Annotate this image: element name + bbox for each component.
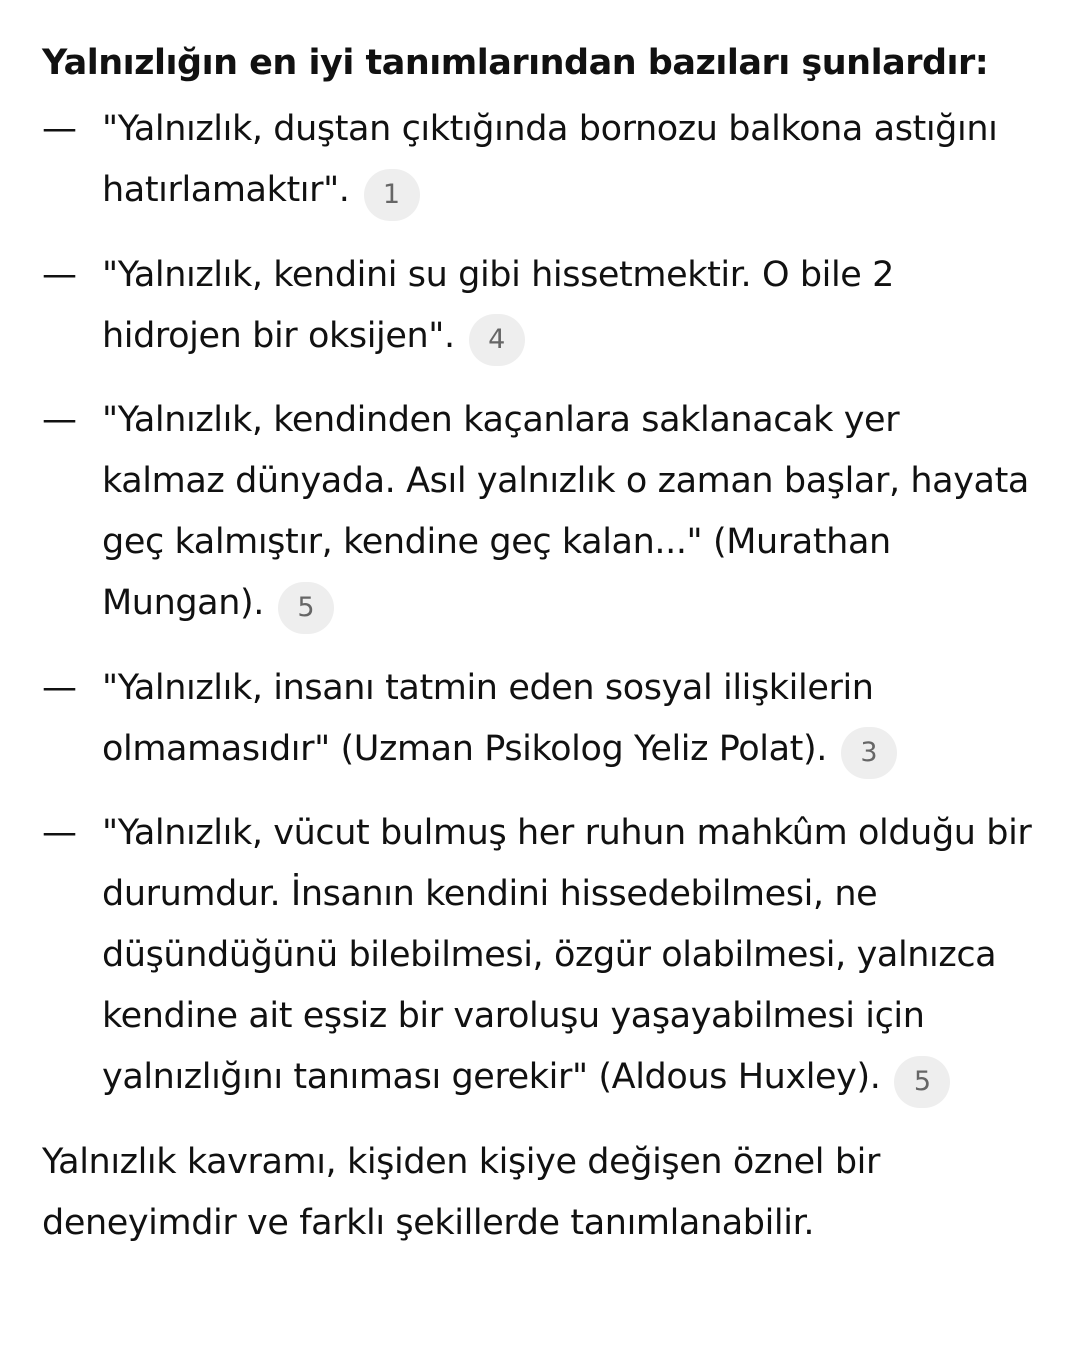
list-dash: — [42, 109, 77, 149]
source-badge[interactable]: 4 [469, 314, 525, 366]
source-badge[interactable]: 3 [841, 727, 897, 779]
list-dash: — [42, 254, 77, 295]
list-item-text: "Yalnızlık, kendinden kaçanlara saklanacak yer kalmaz dünyada. Asıl yalnızlık o zaman başlar, hayata geç kalmıştır, kendine geç kalan..." (Murathan Mungan). [102, 400, 1029, 623]
source-badge[interactable]: 1 [364, 169, 420, 221]
answer-heading: Yalnızlığın en iyi tanımlarından bazıları şunlardır: [42, 43, 989, 83]
list-item-text: "Yalnızlık, kendini su gibi hissetmektir. O bile 2 hidrojen bir oksijen". [102, 254, 895, 356]
list-item [42, 99, 1032, 223]
list-item-text: "Yalnızlık, vücut bulmuş her ruhun mahkûm olduğu bir durumdur. İnsanın kendini hissedebilmesi, ne düşündüğünü bilebilmesi, özgür olabilmesi, yalnızca kendine ait eşsiz bir varoluşu yaşayabilmesi için yalnızlığını tanıması gerekir" (Aldous Huxley). [102, 813, 1032, 1097]
list-item-text: "Yalnızlık, duştan çıktığında bornozu balkona astığını hatırlamaktır". [102, 109, 998, 210]
list-dash: — [42, 813, 77, 853]
list-dash: — [42, 400, 77, 440]
source-badge[interactable]: 5 [278, 582, 334, 634]
list-item [42, 658, 1032, 782]
source-badge[interactable]: 5 [894, 1056, 950, 1108]
list-item [42, 390, 1032, 636]
definitions-list [42, 99, 1080, 1110]
list-item [42, 245, 1032, 369]
list-item [42, 803, 1032, 1110]
list-dash: — [42, 667, 77, 708]
conclusion-paragraph: Yalnızlık kavramı, kişiden kişiye değişen öznel bir deneyimdir ve farklı şekillerde tanımlanabilir. [42, 1141, 880, 1243]
list-item-text: "Yalnızlık, insanı tatmin eden sosyal ilişkilerin olmamasıdır" (Uzman Psikolog Yeliz Polat). [102, 667, 874, 769]
